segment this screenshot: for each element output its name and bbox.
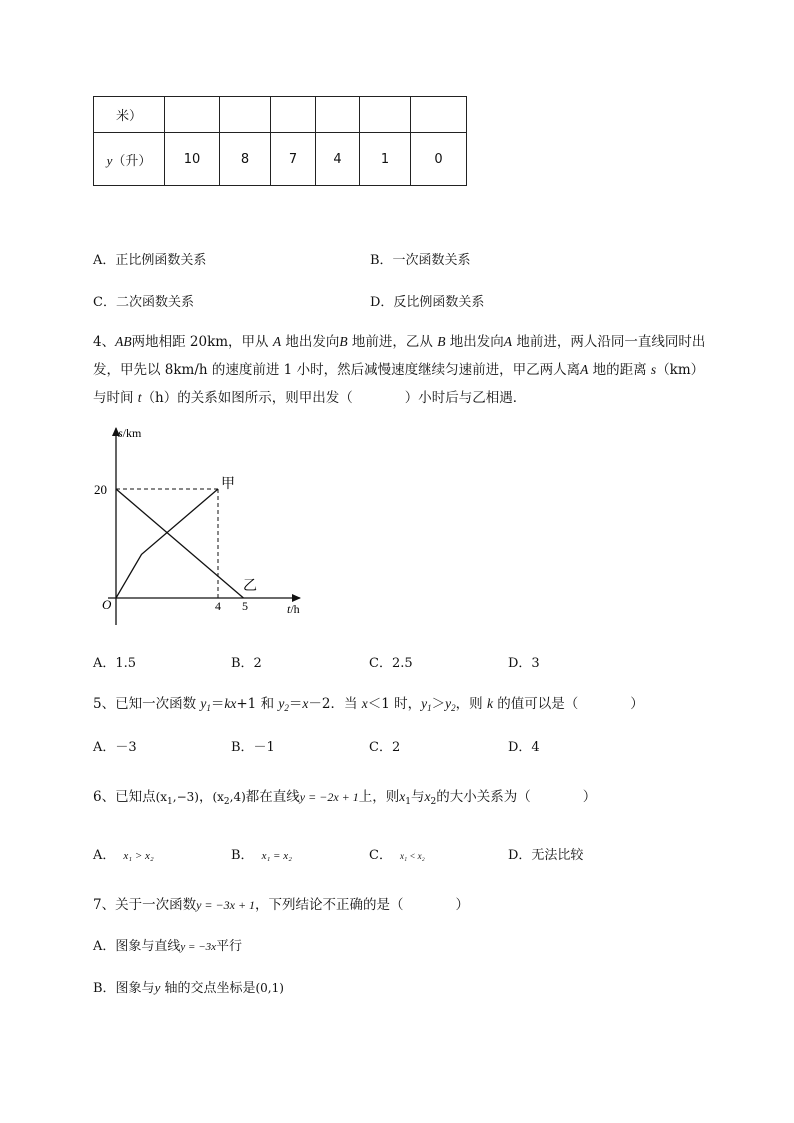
- table-row: [94, 133, 467, 186]
- var: y: [200, 696, 207, 711]
- table-row: [94, 97, 467, 133]
- unit-label: （升）: [112, 153, 152, 169]
- text: +1 和: [236, 696, 279, 712]
- q5-option-c[interactable]: C．2: [369, 740, 401, 755]
- var: x: [302, 696, 309, 711]
- origin-label: O: [102, 597, 112, 612]
- q6-option-b[interactable]: [231, 844, 292, 863]
- q7-option-a[interactable]: [93, 935, 242, 954]
- var: B: [339, 334, 348, 349]
- text: ＜1 时，: [367, 696, 422, 712]
- q7-option-b[interactable]: [93, 977, 284, 996]
- math: (0,1): [255, 981, 284, 995]
- math-expr: x₁ = x₂: [261, 850, 292, 862]
- text: ）小时后与乙相遇．: [404, 390, 527, 406]
- subscript: 1: [405, 797, 411, 807]
- text: ）: [455, 897, 470, 913]
- text: 上，则: [358, 789, 400, 805]
- math-expr: x₁ > x₂: [123, 850, 154, 862]
- q6-question: [93, 785, 596, 807]
- q4-line-2: [93, 356, 773, 384]
- var-y: y: [106, 152, 113, 168]
- table-cell: 4: [316, 133, 360, 186]
- math-equation: y = −3x: [180, 941, 217, 953]
- var: k: [486, 696, 493, 711]
- math: (x: [212, 790, 224, 804]
- series-label-jia: 甲: [221, 477, 235, 492]
- x-axis-unit: /h: [290, 602, 300, 616]
- q3-option-d[interactable]: D．反比例函数关系: [370, 295, 485, 310]
- text: ）: [630, 696, 644, 712]
- text: ＝: [288, 696, 303, 712]
- text: 地出发向: [445, 334, 504, 350]
- y-axis-label: [118, 426, 142, 440]
- x-tick-label-4: 4: [215, 599, 221, 613]
- var: x: [424, 789, 431, 804]
- y-axis-var: s: [118, 426, 123, 440]
- y-axis-unit: /km: [122, 426, 142, 440]
- q6-option-c[interactable]: [369, 844, 425, 863]
- table-cell: 7: [271, 133, 316, 186]
- q5-option-b[interactable]: B．－1: [231, 740, 275, 755]
- y-tick-label-20: 20: [94, 482, 107, 497]
- table-cell: [220, 97, 271, 133]
- text: 的大小关系为（: [436, 789, 531, 805]
- q4-line-1: [93, 328, 773, 356]
- var: B: [437, 334, 446, 349]
- text: 7、关于一次函数: [93, 897, 197, 913]
- text: 6、已知点: [93, 789, 156, 805]
- text: 地前进，乙从: [347, 334, 438, 350]
- text: ，: [198, 789, 213, 805]
- text: 两地相距 20km，甲从: [131, 334, 273, 350]
- option-prefix: A．: [93, 848, 116, 863]
- option-prefix: C．: [369, 848, 392, 863]
- series-line-yi: [116, 489, 244, 598]
- var: y: [278, 696, 285, 711]
- var: y: [421, 696, 428, 711]
- math: (x: [155, 790, 168, 804]
- text: 5、已知一次函数: [93, 696, 201, 712]
- var: AB: [115, 334, 132, 349]
- text: （h）的关系如图所示，则甲出发（: [141, 390, 353, 406]
- subscript: 2: [430, 797, 437, 807]
- text: 平行: [216, 939, 243, 954]
- text: 的值可以是（: [492, 696, 579, 712]
- table-header-cell: [94, 133, 165, 186]
- q4-option-d[interactable]: D．3: [508, 656, 540, 671]
- table-cell: [316, 97, 360, 133]
- text: 都在直线: [245, 789, 300, 805]
- var: A: [272, 334, 282, 349]
- table-cell: 10: [165, 133, 220, 186]
- table-cell: 8: [220, 133, 271, 186]
- var: x: [361, 696, 368, 711]
- x-axis-label: [287, 602, 300, 616]
- subscript: 1: [427, 703, 432, 713]
- q3-option-a[interactable]: A．正比例函数关系: [93, 253, 207, 268]
- text: ，下列结论不正确的是（: [255, 897, 404, 913]
- math-equation: y = −3x + 1: [196, 898, 256, 912]
- q6-option-a[interactable]: [93, 844, 154, 863]
- series-label-yi: 乙: [243, 579, 257, 594]
- subscript: 1: [167, 797, 173, 807]
- q5-option-a[interactable]: A．－3: [93, 740, 137, 755]
- table-cell: 1: [360, 133, 411, 186]
- text: 4、: [93, 334, 116, 350]
- q4-option-a[interactable]: A．1.5: [93, 656, 137, 671]
- text: （km）: [656, 362, 705, 378]
- var: A: [580, 362, 589, 377]
- table-cell: [360, 97, 411, 133]
- q3-option-b[interactable]: B．一次函数关系: [370, 253, 471, 268]
- math-equation: y = −2x + 1: [299, 790, 359, 804]
- table-cell: [165, 97, 220, 133]
- q4-option-c[interactable]: C．2.5: [369, 656, 413, 671]
- text: A．图象与直线: [93, 939, 181, 954]
- var: kx: [224, 696, 237, 711]
- q4-graph: [88, 420, 318, 630]
- var: y: [445, 696, 452, 711]
- q4-option-b[interactable]: B．2: [231, 656, 262, 671]
- subscript: 2: [223, 797, 230, 807]
- q7-question: [93, 893, 469, 913]
- math: ,−3): [172, 790, 199, 804]
- text: 地前进，两人沿同一直线同时出: [512, 334, 706, 350]
- var: t: [137, 390, 142, 405]
- table-cell: 0: [411, 133, 467, 186]
- text: B．图象与: [93, 981, 155, 996]
- table-cell: [411, 97, 467, 133]
- data-table: [93, 96, 467, 186]
- math-expr: x₁ < x₂: [399, 851, 425, 861]
- text: 与时间: [93, 390, 138, 406]
- text: ，则: [455, 696, 487, 712]
- text: ＝: [210, 696, 225, 712]
- table-cell: [271, 97, 316, 133]
- text: －2．当: [308, 696, 362, 712]
- var: y: [154, 980, 161, 995]
- q3-option-c[interactable]: C．二次函数关系: [93, 295, 194, 310]
- subscript: 2: [451, 703, 456, 713]
- text: 与: [410, 789, 425, 805]
- series-line-jia: [116, 489, 218, 598]
- var: A: [503, 334, 513, 349]
- text: 地的距离: [588, 362, 651, 378]
- subscript: 2: [284, 703, 289, 713]
- math: ,4): [229, 790, 246, 804]
- q4-question: [93, 328, 773, 412]
- text: ＞: [431, 696, 446, 712]
- x-axis-var: t: [287, 602, 291, 616]
- var: x: [399, 789, 406, 804]
- q4-line-3: [93, 384, 773, 412]
- q6-option-d[interactable]: D．无法比较: [508, 848, 584, 863]
- q5-option-d[interactable]: D．4: [508, 740, 540, 755]
- text: ）: [582, 789, 597, 805]
- text: 地出发向: [281, 334, 340, 350]
- var: s: [650, 362, 657, 377]
- table-header-cell: 米）: [94, 97, 165, 133]
- text: 轴的交点坐标是: [160, 981, 256, 996]
- text: 发，甲先以 8km/h 的速度前进 1 小时，然后减慢速度继续匀速前进，甲乙两人离: [93, 362, 581, 378]
- q5-question: [93, 692, 644, 713]
- subscript: 1: [206, 703, 211, 713]
- x-tick-label-5: 5: [242, 599, 248, 613]
- option-prefix: B．: [231, 848, 254, 863]
